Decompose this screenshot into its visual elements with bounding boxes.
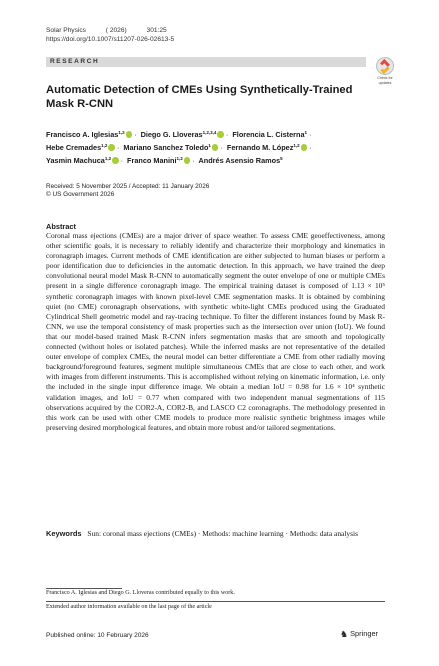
author-name: Andrés Asensio Ramos bbox=[198, 156, 281, 166]
author-affiliation: 1 bbox=[208, 143, 211, 149]
orcid-icon[interactable] bbox=[108, 144, 115, 151]
author bbox=[46, 143, 115, 152]
author-affiliation: 1,2 bbox=[104, 156, 112, 162]
extended-info-note: Extended author information available on the last page of the article bbox=[46, 604, 212, 610]
author-name: Yasmin Machuca bbox=[46, 156, 105, 166]
author-affiliation: 1,2 bbox=[118, 130, 125, 135]
copyright: © US Government 2026 bbox=[46, 191, 115, 199]
orcid-icon[interactable] bbox=[301, 144, 308, 151]
author bbox=[123, 143, 218, 152]
footnote-rule bbox=[46, 588, 122, 589]
orcid-icon[interactable] bbox=[212, 144, 219, 151]
orcid-icon[interactable] bbox=[217, 131, 224, 138]
springer-horse-icon: ♞ bbox=[340, 629, 349, 639]
keywords bbox=[46, 529, 385, 539]
author-name: Mariano Sanchez Toledo bbox=[123, 143, 209, 153]
keywords-label: Keywords bbox=[46, 529, 82, 538]
author-affiliation: 1,2 bbox=[176, 156, 183, 162]
author-name: Diego G. Lloveras bbox=[140, 130, 203, 139]
footnote-divider bbox=[46, 601, 385, 602]
author-affiliation: 1,2,3,4 bbox=[202, 130, 217, 135]
orcid-icon[interactable] bbox=[126, 131, 133, 138]
crossmark-button[interactable] bbox=[373, 57, 397, 85]
journal-year: ( 2026) bbox=[105, 27, 127, 34]
author-list: Francisco A. Iglesias$^{1,2}$ · Diego G. Lloveras$^{1,2,3,4}$ · Florencia L. Cisterna$^1$ · Hebe Cremades$^{1,2}$ · Mariano Sanchez Toledo$^1$ · Fernando M. López$^{1,2}$ · Yasmin Machuca$^{1,2}$ · Franco Manini$^{1,2}$ · Andrés Asensio Ramos$^5$ bbox=[46, 130, 312, 166]
keywords-text: Sun: coronal mass ejections (CMEs) · Methods: machine learning · Methods: data analysis bbox=[87, 529, 358, 538]
crossmark-line1: Check for bbox=[377, 76, 393, 80]
volume-article: 301:25 bbox=[146, 27, 167, 34]
author bbox=[227, 143, 307, 152]
received-accepted: Received: 5 November 2025 / Accepted: 11 January 2026 bbox=[46, 183, 210, 190]
author-affiliation: 1,2 bbox=[101, 143, 108, 149]
author-name: Hebe Cremades bbox=[46, 143, 102, 153]
author bbox=[198, 156, 282, 165]
crossmark-line2: updates bbox=[378, 81, 392, 85]
abstract-text: Coronal mass ejections (CMEs) are a major driver of space weather. To assess CME geoeffectiveness, among other scientific goals, it is necessary to reliably identify and characterize their morphology and kinematics in coronagraph images. Current methods of CME identification are either subjected to human biases or perform a poor identification due to deficiencies in the automatic detection. In this approach, we have trained the deep convolutional neural model Mask R-CNN to automatically segment the outer envelope of one or multiple CMEs present in a single difference coronagraph image. The empirical training dataset is composed of 1.13 × 10⁵ synthetic coronagraph images with known pixel-level CME segmentation masks. It is obtained by combining quiet (no CME) coronagraph observations, with synthetic white-light CMEs produced using the Graduated Cylindrical Shell geometric model and ray-tracing technique. To filter the different instances found by Mask R-CNN, we use the temporal consistency of mask properties such as the intersection over union (IoU). We found that our model-based trained Mask R-CNN infers segmentation masks that are smooth and topologically connected (without holes or isolated patches). While the inferred masks are not representative of the detailed outer envelope of complex CMEs, the neural model can better differentiate a CME from other radially moving background/foreground features, segment multiple simultaneous CMEs that are close to each other, and work with images from different instruments. This is accomplished without relying on kinematic information, i.e. only the included in the single input difference image. We obtain a median IoU = 0.98 for 1.6 × 10⁴ synthetic validation images, and IoU = 0.77 when compared with two independent manual segmentations of 115 observations acquired by the COR2-A, COR2-B, and LASCO C2 coronagraphs. The methodology presented in this work can be used with other CME models to produce more realistic synthetic brightness images while preserving desired morphological features, and obtain more robust and/or tailored segmentations. bbox=[46, 231, 385, 432]
author bbox=[46, 130, 132, 139]
article-dates bbox=[46, 183, 209, 199]
paper-title: Automatic Detection of CMEs Using Synthetically-Trained Mask R-CNN bbox=[46, 84, 353, 110]
author-name: Franco Manini bbox=[127, 156, 177, 166]
doi-link[interactable]: https://doi.org/10.1007/s11207-026-02613-5 bbox=[46, 35, 175, 43]
author-name: Francisco A. Iglesias bbox=[46, 130, 119, 139]
publisher-name: Springer bbox=[350, 629, 379, 638]
published-date: Published online: 10 February 2026 bbox=[46, 632, 149, 639]
equal-contribution-note: Francisco A. Iglesias and Diego G. Lloveras contributed equally to this work. bbox=[46, 590, 235, 596]
author-name: Fernando M. López bbox=[226, 143, 294, 153]
author bbox=[46, 156, 119, 165]
author bbox=[232, 130, 307, 139]
section-label: RESEARCH bbox=[46, 57, 366, 67]
author bbox=[127, 156, 190, 165]
author-affiliation: 1 bbox=[304, 130, 308, 135]
journal-header bbox=[46, 27, 167, 36]
author-name: Florencia L. Cisterna bbox=[232, 130, 305, 139]
crossmark-icon bbox=[376, 57, 394, 75]
author-affiliation: 5 bbox=[280, 156, 283, 162]
orcid-icon[interactable] bbox=[112, 157, 119, 164]
author-affiliation: 1,2 bbox=[293, 143, 300, 149]
publisher-logo bbox=[340, 629, 378, 640]
author bbox=[141, 130, 224, 139]
abstract-heading: Abstract bbox=[46, 222, 76, 231]
orcid-icon[interactable] bbox=[184, 157, 191, 164]
journal-name: Solar Physics bbox=[46, 27, 86, 34]
